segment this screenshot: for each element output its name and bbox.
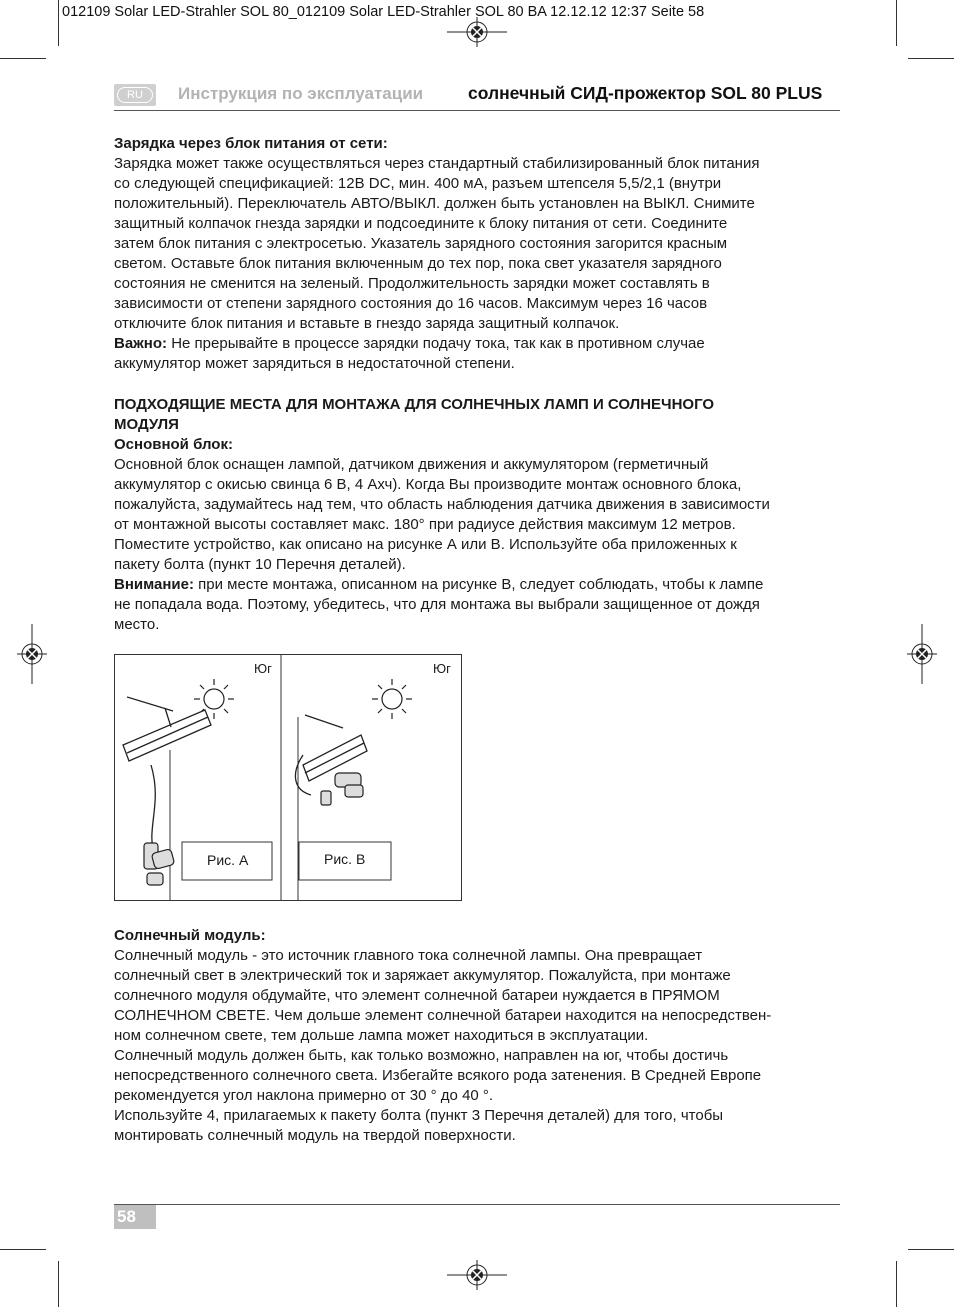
paragraph-line: Зарядка может также осуществляться через стандартный стабилизированный блок питания <box>114 155 760 172</box>
solar-module-heading: Солнечный модуль: <box>114 927 266 944</box>
mounting-figure <box>114 654 462 901</box>
main-unit-heading: Основной блок: <box>114 436 233 453</box>
sun-icon <box>372 679 412 719</box>
south-label-a: Юг <box>254 661 272 676</box>
south-label-b: Юг <box>433 661 451 676</box>
paragraph-line: отключите блок питания и вставьте в гнездо заряда защитный колпачок. <box>114 315 620 332</box>
paragraph-line: затем блок питания с электросетью. Указатель зарядного состояния загорится красным <box>114 235 728 252</box>
language-badge <box>114 84 156 106</box>
attention-label: Внимание: <box>114 576 194 593</box>
header-product-title: солнечный СИД-прожектор SOL 80 PLUS <box>468 83 823 103</box>
paragraph-line: пожалуйста, задумайтесь над тем, что область наблюдения датчика движения в зависимости <box>114 496 770 513</box>
paragraph-line: пакету болта (пункт 10 Перечня деталей). <box>114 556 406 573</box>
solar-module-section <box>114 926 842 1146</box>
paragraph-line: Солнечный модуль - это источник главного тока солнечной лампы. Она превращает <box>114 947 703 964</box>
paragraph-line: светом. Оставьте блок питания включенным до тех пор, пока свет указателя зарядного <box>114 255 722 272</box>
crop-mark <box>908 1249 954 1250</box>
paragraph-line: защитный колпачок гнезда зарядки и подсоедините к блоку питания от сети. Соедините <box>114 215 728 232</box>
page-number: 58 <box>114 1205 156 1229</box>
paragraph-line: монтировать солнечный модуль на твердой поверхности. <box>114 1127 516 1144</box>
paragraph-line: Поместите устройство, как описано на рисунке А или В. Используйте оба приложенных к <box>114 536 737 553</box>
paragraph-line: место. <box>114 616 160 633</box>
crop-mark <box>0 58 46 59</box>
paragraph-line: зависимости от степени зарядного состояния до 16 часов. Максимум через 16 часов <box>114 295 708 312</box>
registration-mark-icon <box>17 624 47 684</box>
paragraph-line: состояния не сменится на зеленый. Продолжительность зарядки может составлять в <box>114 275 710 292</box>
header-divider <box>114 110 840 111</box>
paragraph-line: непосредственного солнечного света. Избегайте всякого рода затенения. В Средней Европе <box>114 1067 762 1084</box>
paragraph-line: солнечного модуля обдумайте, что элемент солнечной батареи нуждается в ПРЯМОМ <box>114 987 720 1004</box>
crop-mark <box>58 1261 59 1307</box>
crop-mark <box>896 0 897 46</box>
mounting-section <box>114 395 842 635</box>
paragraph-line: ном солнечном свете, тем дольше лампа может находиться в эксплуатации. <box>114 1027 649 1044</box>
mounting-illustration <box>115 655 461 900</box>
paragraph-line: рекомендуется угол наклона примерно от 30 ° до 40 °. <box>114 1087 494 1104</box>
paragraph-line: Солнечный модуль должен быть, как только возможно, направлен на юг, чтобы достичь <box>114 1047 729 1064</box>
paragraph-line: солнечный свет в электрический ток и заряжает аккумулятор. Пожалуйста, при монтаже <box>114 967 731 984</box>
header-section-title: Инструкция по эксплуатации <box>178 84 424 103</box>
paragraph-line: аккумулятор может зарядиться в недостаточной степени. <box>114 355 515 372</box>
attention-text: при месте монтажа, описанном на рисунке В, следует соблюдать, чтобы к лампе <box>193 576 764 593</box>
caption-figure-a: Рис. А <box>207 852 249 868</box>
paragraph-line: не попадала вода. Поэтому, убедитесь, что для монтажа вы выбрали защищенное от дождя <box>114 596 760 613</box>
registration-mark-icon <box>447 17 507 47</box>
paragraph-line: Основной блок оснащен лампой, датчиком движения и аккумулятором (герметичный <box>114 456 709 473</box>
charging-section <box>114 134 842 374</box>
important-label: Важно: <box>114 335 168 352</box>
paragraph-line: СОЛНЕЧНОМ СВЕТЕ. Чем дольше элемент солнечной батареи находится на непосредствен- <box>114 1007 772 1024</box>
crop-mark <box>908 58 954 59</box>
crop-mark <box>0 1249 46 1250</box>
registration-mark-icon <box>447 1260 507 1290</box>
paragraph-line: положительный). Переключатель АВТО/ВЫКЛ. должен быть установлен на ВЫКЛ. Снимите <box>114 195 755 212</box>
mounting-heading-line-1: ПОДХОДЯЩИЕ МЕСТА ДЛЯ МОНТАЖА ДЛЯ СОЛНЕЧНЫХ ЛАМП И СОЛНЕЧНОГО <box>114 396 715 413</box>
paragraph-line: от монтажной высоты составляет макс. 180° при радиусе действия максимум 12 метров. <box>114 516 736 533</box>
lamp-icon <box>321 773 363 805</box>
caption-figure-b: Рис. В <box>324 851 366 867</box>
solar-panel-icon <box>123 697 211 855</box>
crop-mark <box>896 1261 897 1307</box>
crop-mark <box>58 0 59 46</box>
attention-note <box>114 575 842 595</box>
important-text: Не прерывайте в процессе зарядки подачу тока, так как в противном случае <box>167 335 705 352</box>
paragraph-line: Используйте 4, прилагаемых к пакету болта (пункт 3 Перечня деталей) для того, чтобы <box>114 1107 724 1124</box>
footer-divider <box>114 1204 840 1205</box>
paragraph-line: со следующей спецификацией: 12В DC, мин. 400 мА, разъем штепселя 5,5/2,1 (внутри <box>114 175 722 192</box>
paragraph-line: аккумулятор с окисью свинца 6 В, 4 Ахч). Когда Вы производите монтаж основного блока, <box>114 476 742 493</box>
language-badge-label: RU <box>117 87 153 103</box>
important-note <box>114 334 842 354</box>
charging-heading: Зарядка через блок питания от сети: <box>114 135 388 152</box>
print-slug: 012109 Solar LED-Strahler SOL 80_012109 Solar LED-Strahler SOL 80 BA 12.12.12 12:37 Seite 58 <box>62 4 705 20</box>
mounting-heading-line-2: МОДУЛЯ <box>114 416 179 433</box>
registration-mark-icon <box>907 624 937 684</box>
